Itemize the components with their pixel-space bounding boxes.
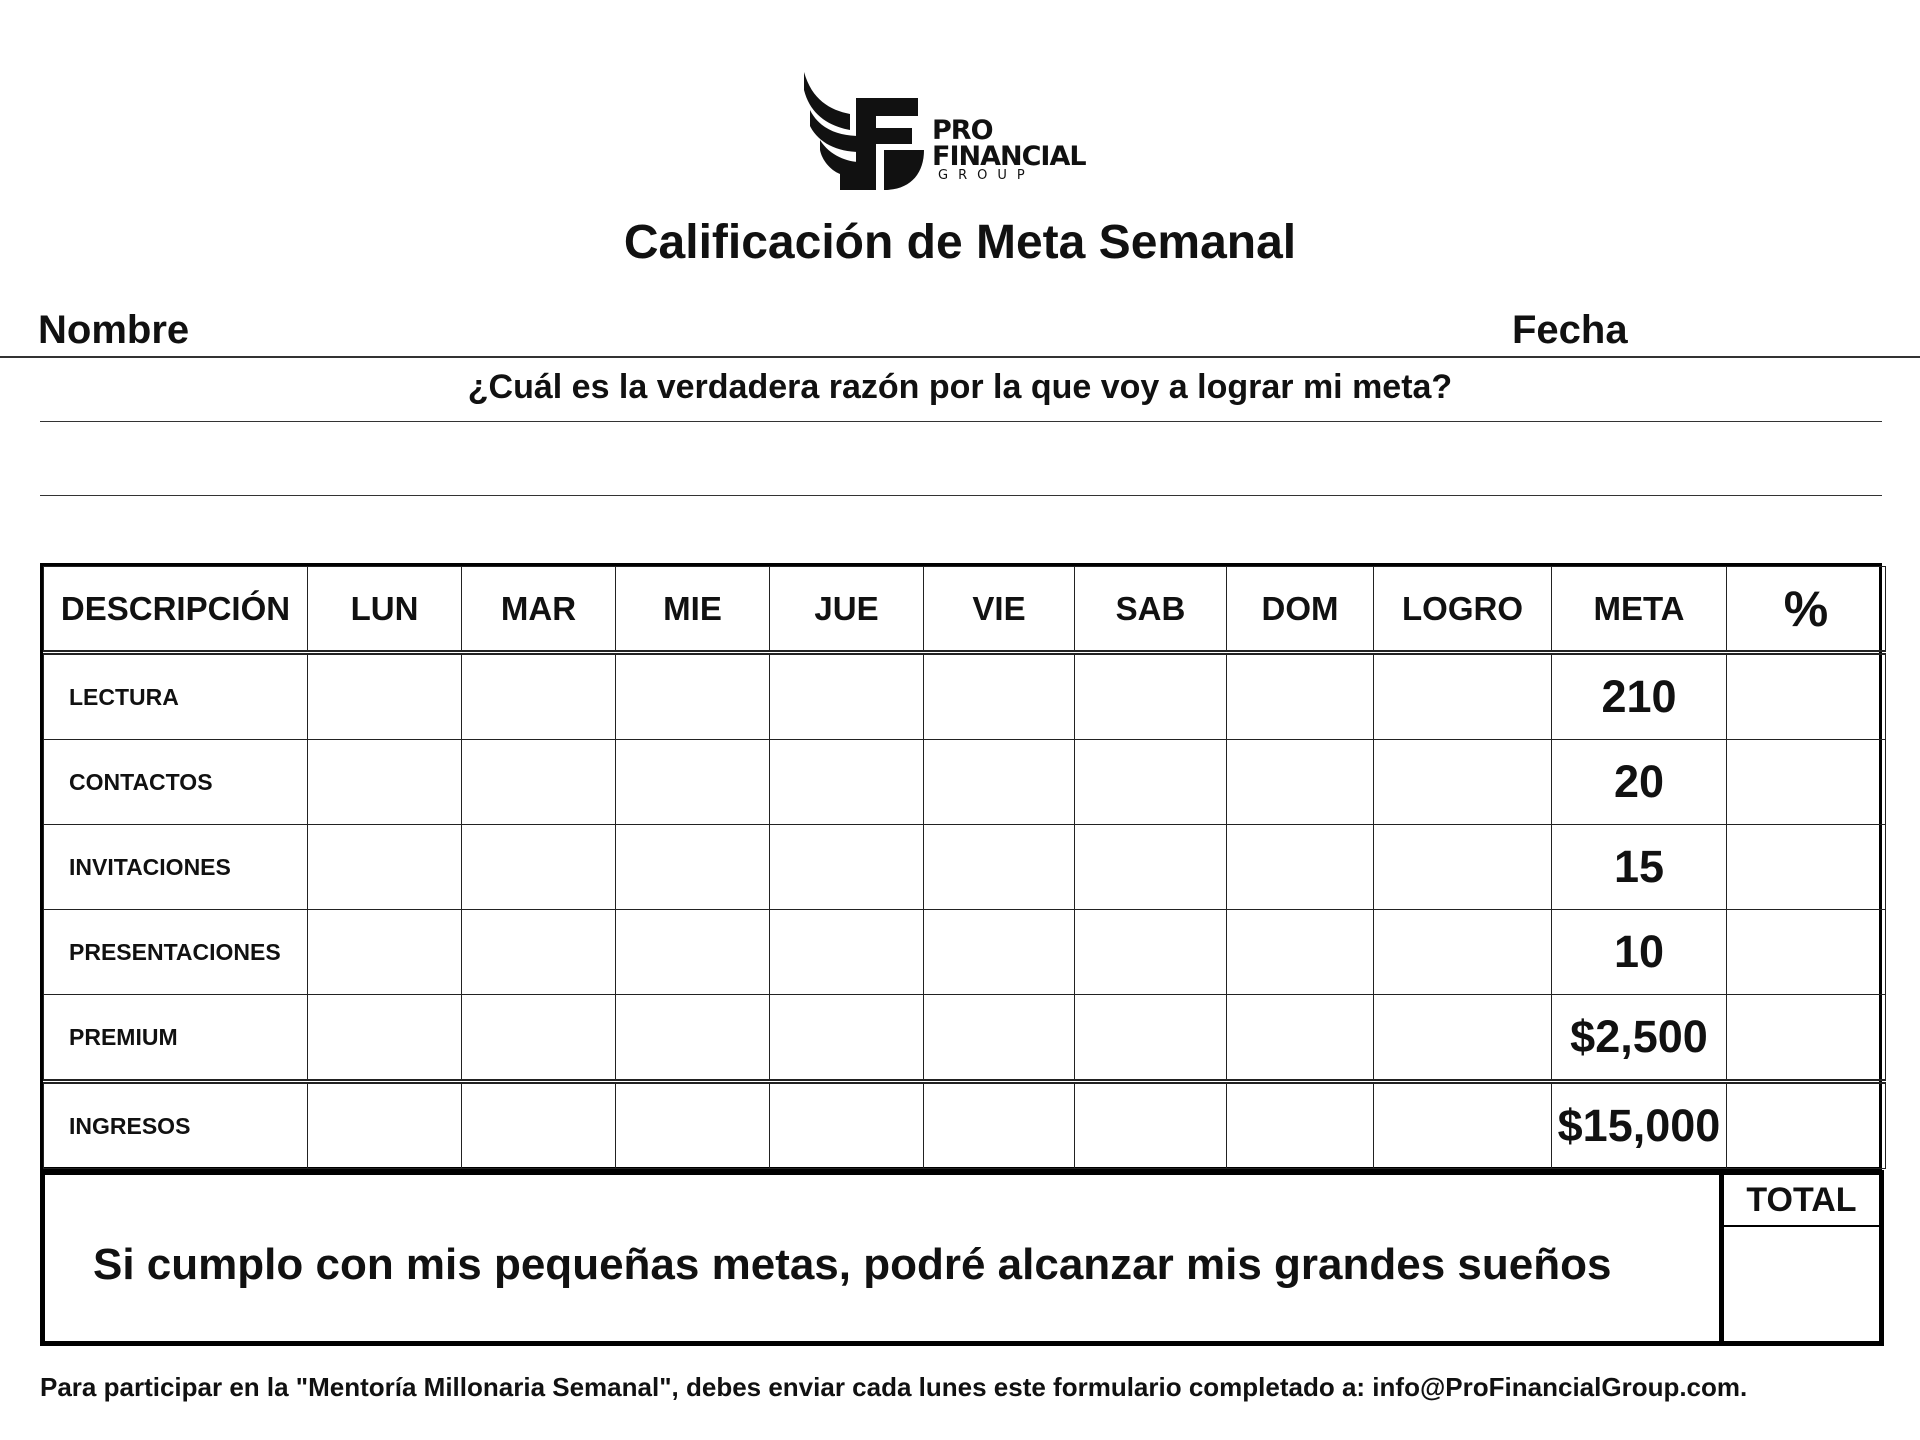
row-description: INGRESOS xyxy=(44,1082,308,1169)
table-row xyxy=(44,910,1886,995)
table-header-row xyxy=(44,567,1886,653)
cell-mar[interactable] xyxy=(462,995,616,1082)
cell-jue[interactable] xyxy=(770,653,924,740)
cell-percent[interactable] xyxy=(1727,653,1886,740)
header-meta: META xyxy=(1552,567,1727,653)
row-description: INVITACIONES xyxy=(44,825,308,910)
table-row xyxy=(44,1082,1886,1169)
cell-mar[interactable] xyxy=(462,910,616,995)
cell-percent[interactable] xyxy=(1727,740,1886,825)
cell-mie[interactable] xyxy=(616,1082,770,1169)
total-box xyxy=(1719,1175,1879,1341)
cell-mie[interactable] xyxy=(616,740,770,825)
cell-lun[interactable] xyxy=(308,825,462,910)
header-vie: VIE xyxy=(924,567,1075,653)
answer-line-1[interactable] xyxy=(40,421,1882,422)
logo-text-financial: FINANCIAL xyxy=(932,141,1086,172)
motto-box xyxy=(40,1170,1884,1346)
answer-line-2[interactable] xyxy=(40,495,1882,496)
cell-lun[interactable] xyxy=(308,995,462,1082)
row-meta: $15,000 xyxy=(1552,1082,1727,1169)
cell-lun[interactable] xyxy=(308,740,462,825)
logo-emblem-icon xyxy=(800,70,930,195)
header-lun: LUN xyxy=(308,567,462,653)
cell-vie[interactable] xyxy=(924,1082,1075,1169)
reason-question: ¿Cuál es la verdadera razón por la que voy a lograr mi meta? xyxy=(467,368,1453,406)
row-description: PREMIUM xyxy=(44,995,308,1082)
cell-sab[interactable] xyxy=(1075,740,1227,825)
cell-vie[interactable] xyxy=(924,995,1075,1082)
cell-dom[interactable] xyxy=(1227,740,1374,825)
table-row xyxy=(44,995,1886,1082)
header-percent: % xyxy=(1727,567,1886,653)
nombre-label: Nombre xyxy=(38,308,190,352)
table-row xyxy=(44,825,1886,910)
row-description: PRESENTACIONES xyxy=(44,910,308,995)
cell-mie[interactable] xyxy=(616,910,770,995)
row-description: CONTACTOS xyxy=(44,740,308,825)
cell-mar[interactable] xyxy=(462,1082,616,1169)
cell-jue[interactable] xyxy=(770,995,924,1082)
cell-logro[interactable] xyxy=(1374,910,1552,995)
cell-logro[interactable] xyxy=(1374,995,1552,1082)
header-jue: JUE xyxy=(770,567,924,653)
cell-lun[interactable] xyxy=(308,1082,462,1169)
cell-dom[interactable] xyxy=(1227,653,1374,740)
cell-logro[interactable] xyxy=(1374,740,1552,825)
cell-jue[interactable] xyxy=(770,910,924,995)
table-row xyxy=(44,740,1886,825)
cell-sab[interactable] xyxy=(1075,653,1227,740)
logo-wordmark xyxy=(932,115,1086,183)
cell-vie[interactable] xyxy=(924,910,1075,995)
cell-percent[interactable] xyxy=(1727,910,1886,995)
header-mar: MAR xyxy=(462,567,616,653)
cell-vie[interactable] xyxy=(924,740,1075,825)
header-dom: DOM xyxy=(1227,567,1374,653)
cell-vie[interactable] xyxy=(924,653,1075,740)
cell-lun[interactable] xyxy=(308,653,462,740)
header-sab: SAB xyxy=(1075,567,1227,653)
header-logro: LOGRO xyxy=(1374,567,1552,653)
cell-mar[interactable] xyxy=(462,825,616,910)
page-title: Calificación de Meta Semanal xyxy=(623,216,1297,269)
row-description: LECTURA xyxy=(44,653,308,740)
cell-logro[interactable] xyxy=(1374,653,1552,740)
row-meta: 15 xyxy=(1552,825,1727,910)
total-label: TOTAL xyxy=(1724,1175,1879,1227)
row-meta: 10 xyxy=(1552,910,1727,995)
table-row xyxy=(44,653,1886,740)
cell-jue[interactable] xyxy=(770,1082,924,1169)
cell-vie[interactable] xyxy=(924,825,1075,910)
row-meta: $2,500 xyxy=(1552,995,1727,1082)
cell-sab[interactable] xyxy=(1075,1082,1227,1169)
pro-financial-logo xyxy=(800,70,1120,195)
cell-jue[interactable] xyxy=(770,740,924,825)
motto-text: Si cumplo con mis pequeñas metas, podré alcanzar mis grandes sueños xyxy=(93,1240,1612,1289)
footer-instructions: Para participar en la "Mentoría Millonaria Semanal", debes enviar cada lunes este formulario completado a: info@ProFinancialGroup.com. xyxy=(40,1372,1748,1402)
header-descripcion: DESCRIPCIÓN xyxy=(44,567,308,653)
cell-percent[interactable] xyxy=(1727,1082,1886,1169)
goals-table xyxy=(40,563,1882,1170)
cell-sab[interactable] xyxy=(1075,910,1227,995)
cell-mar[interactable] xyxy=(462,740,616,825)
cell-mar[interactable] xyxy=(462,653,616,740)
row-meta: 20 xyxy=(1552,740,1727,825)
cell-sab[interactable] xyxy=(1075,825,1227,910)
cell-logro[interactable] xyxy=(1374,1082,1552,1169)
cell-logro[interactable] xyxy=(1374,825,1552,910)
cell-dom[interactable] xyxy=(1227,1082,1374,1169)
cell-percent[interactable] xyxy=(1727,995,1886,1082)
name-date-line[interactable] xyxy=(0,356,1920,358)
cell-lun[interactable] xyxy=(308,910,462,995)
total-value-field[interactable] xyxy=(1724,1227,1879,1337)
fecha-label: Fecha xyxy=(1512,308,1628,352)
logo-text-group: GROUP xyxy=(938,168,1035,183)
row-meta: 210 xyxy=(1552,653,1727,740)
cell-mie[interactable] xyxy=(616,825,770,910)
cell-mie[interactable] xyxy=(616,995,770,1082)
cell-dom[interactable] xyxy=(1227,825,1374,910)
cell-jue[interactable] xyxy=(770,825,924,910)
cell-mie[interactable] xyxy=(616,653,770,740)
cell-dom[interactable] xyxy=(1227,995,1374,1082)
cell-sab[interactable] xyxy=(1075,995,1227,1082)
logo-text-pro: PRO xyxy=(932,115,993,146)
cell-dom[interactable] xyxy=(1227,910,1374,995)
cell-percent[interactable] xyxy=(1727,825,1886,910)
header-mie: MIE xyxy=(616,567,770,653)
